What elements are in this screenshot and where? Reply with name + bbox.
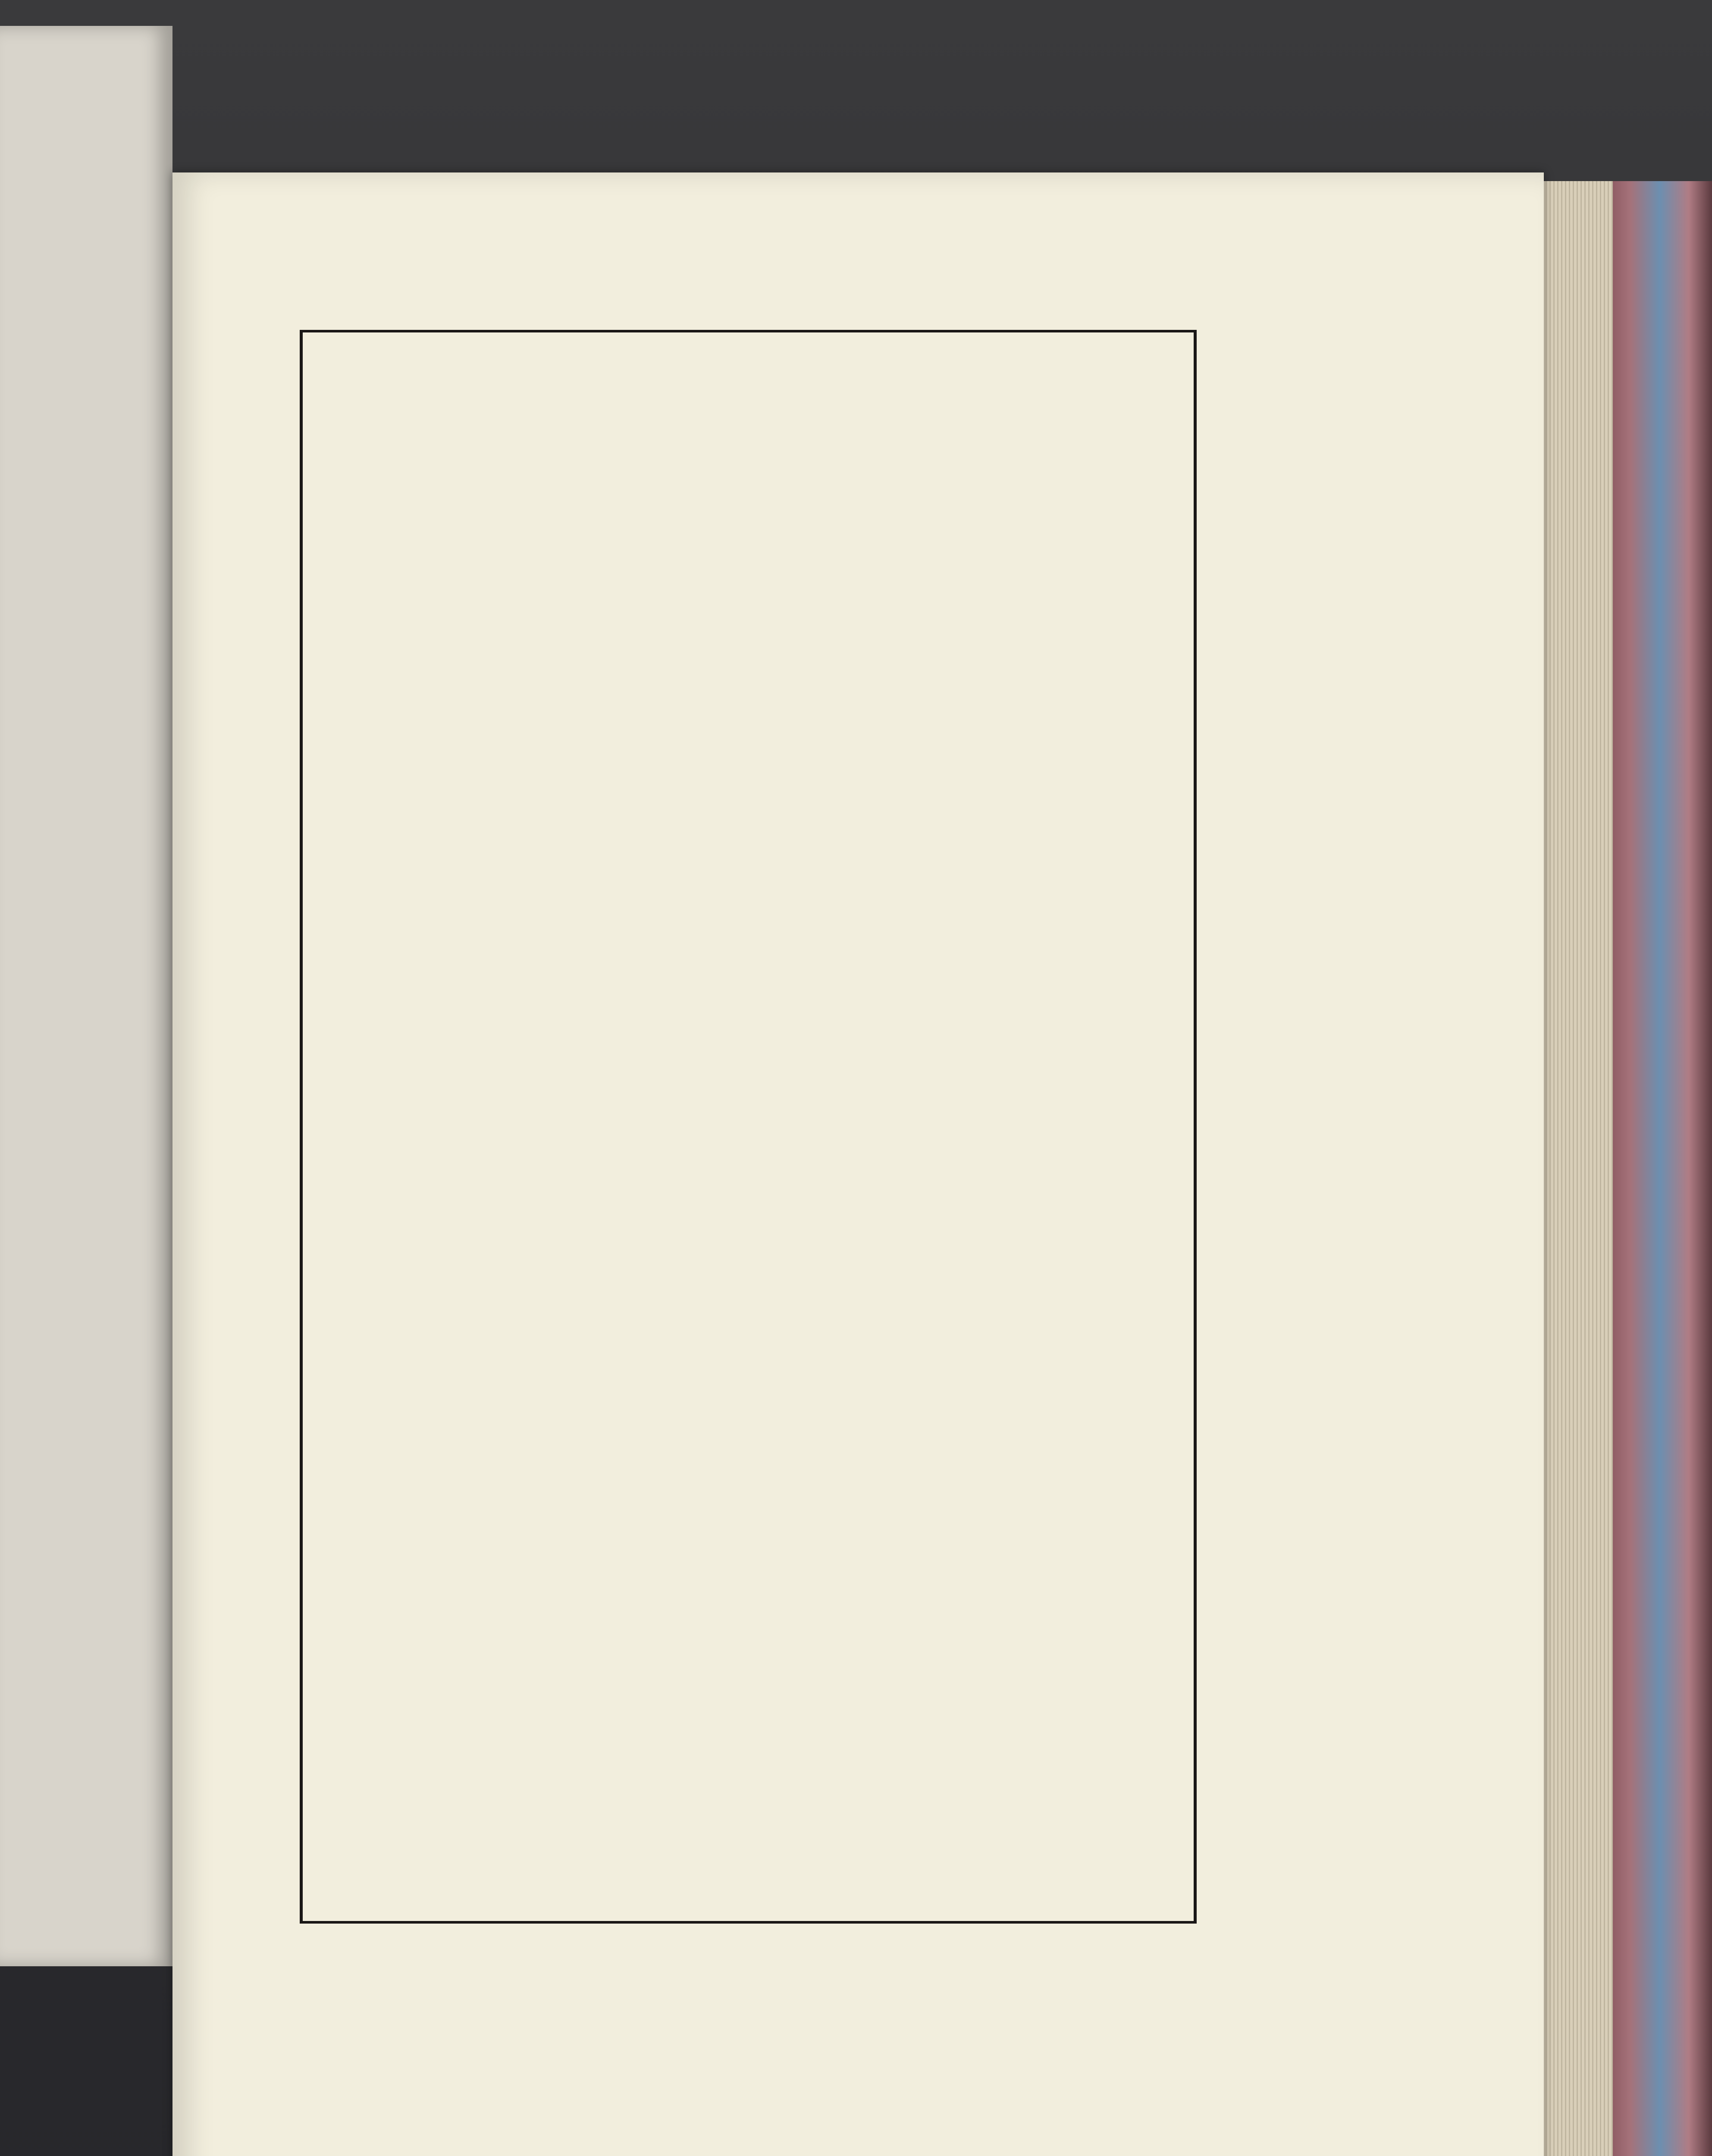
main-page — [172, 172, 1544, 2156]
page-header — [300, 333, 1197, 380]
frame-top-rule — [300, 330, 1197, 332]
big-line-2 — [310, 457, 1182, 539]
text-frame — [300, 330, 1197, 1923]
frame-bottom-rule — [300, 1921, 1197, 1924]
marbled-cover — [1596, 181, 1712, 2156]
big-line-1 — [310, 375, 1182, 457]
page-edges — [1535, 181, 1613, 2156]
left-page — [0, 26, 172, 1966]
page-footer — [310, 1865, 1182, 1912]
left-page-text — [4, 224, 168, 236]
text-block — [310, 375, 1182, 539]
